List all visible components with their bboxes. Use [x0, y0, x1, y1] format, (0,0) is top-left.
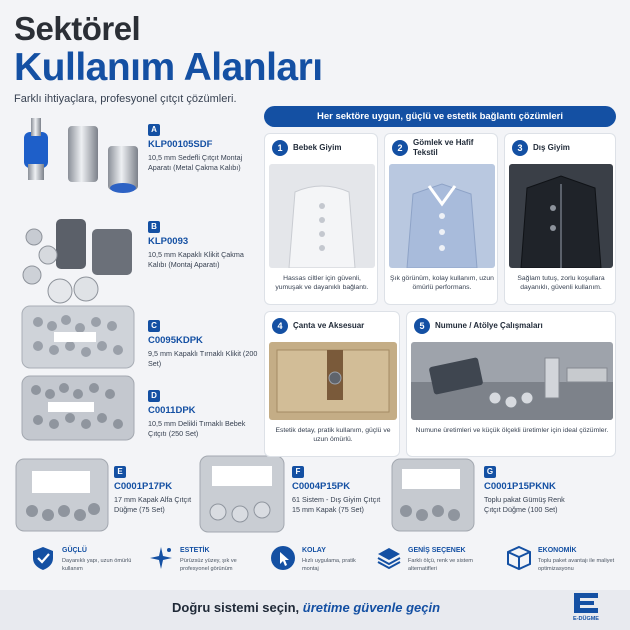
workshop-tools-image — [411, 342, 613, 420]
sector-card-dis-giyim — [504, 133, 616, 305]
brand-name: E-DÜGME — [573, 616, 599, 622]
sector-card-gomlek — [384, 133, 498, 305]
sector-title: Gömlek ve Hafif Tekstil — [413, 138, 474, 157]
sector-title: Çanta ve Aksesuar — [293, 321, 365, 330]
sector-caption: Şık görünüm, kolay kullanım, uzun ömürlü performans. — [390, 275, 494, 291]
page-subtitle: Farklı ihtiyaçlara, profesyonel çıtçıt çözümleri. — [14, 93, 237, 105]
sector-number: 5 — [414, 318, 430, 334]
bag-image — [269, 342, 397, 420]
sector-number: 1 — [272, 140, 288, 156]
page-title-line2: Kullanım Alanları — [14, 46, 323, 89]
product-desc: 61 Sistem - Dış Giyim Çıtçıt 15 mm Kapak (75 Set) — [292, 495, 381, 514]
sector-caption: Hassas ciltler için güvenli, yumuşak ve dayanıklı bağlantı. — [275, 275, 369, 291]
product-desc: Toplu pakat Gümüş Renk Çıtçıt Düğme (100 Set) — [484, 495, 565, 514]
alfa-citcit-bag-image — [12, 455, 112, 535]
sector-card-numune — [406, 311, 616, 457]
bebek-citcit-bag-image — [18, 372, 138, 444]
sector-title: Dış Giyim — [533, 143, 570, 152]
cakma-kalibi-image — [14, 205, 144, 305]
sector-card-canta — [264, 311, 400, 457]
feature-title: ESTETİK — [180, 547, 210, 554]
product-code: KLP0093 — [148, 236, 189, 247]
product-letter: A — [148, 124, 160, 136]
sector-caption: Estetik detay, pratik kullanım, güçlü ve uzun ömürlü. — [275, 427, 391, 443]
feature-title: EKONOMİK — [538, 547, 577, 554]
sector-card-bebek-giyim — [264, 133, 378, 305]
product-desc: 17 mm Kapak Alfa Çıtçıt Düğme (75 Set) — [114, 495, 192, 514]
product-code: KLP00105SDF — [148, 139, 213, 150]
feature-desc: Dayanıklı yapı, uzun ömürlü kullanım — [62, 558, 132, 572]
pointer-click-icon — [270, 545, 296, 571]
feature-title: GÜÇLÜ — [62, 547, 87, 554]
sector-title: Bebek Giyim — [293, 143, 342, 152]
montaj-aparati-image — [10, 112, 145, 207]
product-desc: 10,5 mm Sedefli Çıtçıt Montaj Aparatı (Metal Çakma Kalıbı) — [148, 153, 243, 172]
product-code: C0011DPK — [148, 405, 196, 416]
product-code: C0001P17PK — [114, 481, 173, 492]
jacket-image — [509, 164, 613, 268]
sector-number: 3 — [512, 140, 528, 156]
product-code: C0095KDPK — [148, 335, 203, 346]
product-letter: D — [148, 390, 160, 402]
dis-giyim-citcit-bag-image — [196, 452, 288, 536]
product-letter: C — [148, 320, 160, 332]
sectors-banner: Her sektöre uygun, güçlü ve estetik bağlantı çözümleri — [264, 106, 616, 127]
sector-caption: Numune üretimleri ve küçük ölçekli üretimler için ideal çözümler. — [415, 427, 609, 434]
product-desc: 9,5 mm Kapaklı Tırnaklı Klikit (200 Set) — [148, 349, 258, 368]
sector-caption: Sağlam tutuş, zorlu koşullara dayanıklı, güvenli kullanım. — [517, 275, 605, 291]
feature-desc: Pürüzsüz yüzey, şık ve profesyonel görünüm — [180, 558, 237, 572]
sparkle-icon — [148, 545, 174, 571]
product-letter: F — [292, 466, 304, 478]
footer-slogan — [172, 600, 440, 615]
product-letter: B — [148, 221, 160, 233]
product-desc: 10,5 mm Kapaklı Klikit Çakma Kalıbı (Montaj Aparatı) — [148, 250, 244, 269]
shield-check-icon — [30, 545, 56, 571]
klikit-bag-image — [18, 302, 138, 372]
layers-icon — [376, 545, 402, 571]
page-title-line1: Sektörel — [14, 10, 141, 47]
sector-number: 4 — [272, 318, 288, 334]
sector-title: Numune / Atölye Çalışmaları — [435, 321, 543, 330]
box-icon — [506, 545, 532, 571]
product-letter: E — [114, 466, 126, 478]
product-desc: 10,5 mm Delikli Tırnaklı Bebek Çıtçıtı (250 Set) — [148, 419, 246, 438]
feature-desc: Hızlı uygulama, pratik montaj — [302, 558, 356, 572]
baby-onesie-image — [269, 164, 375, 268]
shirt-image — [389, 164, 495, 268]
slogan-emphasis: üretime güvenle geçin — [302, 600, 441, 615]
toplu-paket-bag-image — [388, 455, 478, 535]
product-code: C0004P15PK — [292, 481, 351, 492]
slogan-start: Doğru sistemi seçin, — [172, 600, 303, 615]
feature-desc: Toplu paket avantajı ile maliyet optimizasyonu — [538, 558, 615, 572]
feature-desc: Farklı ölçü, renk ve sistem alternatifleri — [408, 558, 473, 572]
brand-logo — [566, 590, 606, 626]
feature-title: GENİŞ SEÇENEK — [408, 547, 466, 554]
product-code: C0001P15PKNK — [484, 481, 556, 492]
e-logo-icon — [566, 590, 606, 616]
sector-number: 2 — [392, 140, 408, 156]
product-letter: G — [484, 466, 496, 478]
feature-title: KOLAY — [302, 547, 326, 554]
